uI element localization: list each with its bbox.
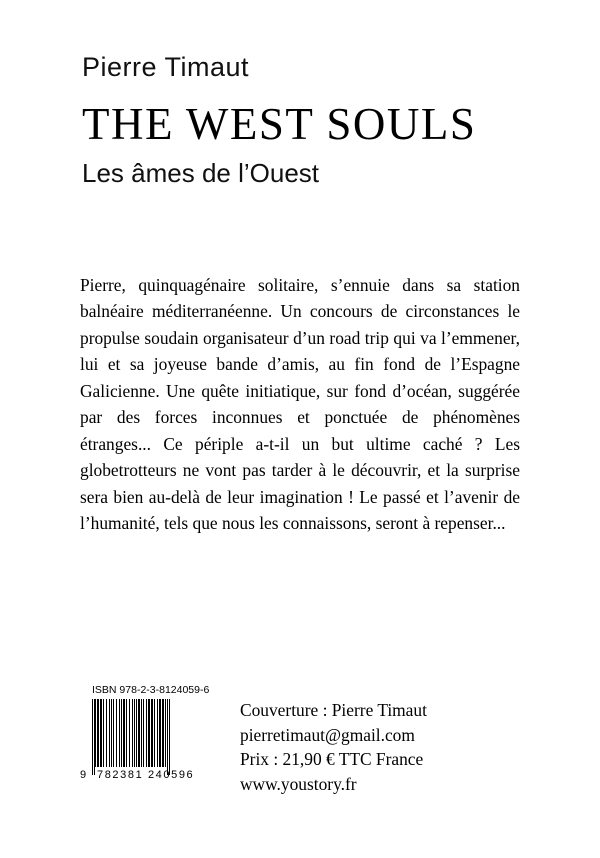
credits-line-price: Prix : 21,90 € TTC France — [240, 749, 424, 770]
barcode — [80, 699, 225, 787]
credits-line-website: www.youstory.fr — [240, 774, 357, 795]
credits-line-cover: Couverture : Pierre Timaut — [240, 700, 427, 720]
book-subtitle: Les âmes de l’Ouest — [82, 158, 320, 188]
barcode-digit-first: 9 — [80, 769, 88, 781]
barcode-bars — [92, 699, 217, 775]
isbn-label: ISBN 978-2-3-8124059-6 — [92, 684, 210, 696]
book-title: THE WEST SOULS — [82, 99, 477, 149]
footer-block — [80, 684, 530, 814]
barcode-block — [80, 684, 225, 787]
credits-line-email: pierretimaut@gmail.com — [240, 724, 415, 745]
barcode-digit-group: 782381 240596 — [97, 769, 195, 781]
author-name: Pierre Timaut — [82, 52, 250, 82]
back-cover-blurb: Pierre, quinquagénaire solitaire, s’ennuie dans sa station balnéaire méditerranéenne. Un concours de circonstances le propulse soudain organisateur d’un road trip qui va l’emmener, lui et sa joyeuse bande d’amis, au fin fond de l’Espagne Galicienne. Une quête initiatique, sur fond d’océan, suggérée par des forces inconnues et ponctuée de phénomènes étranges... Ce périple a-t-il un but ultime caché ? Les globetrotteurs ne vont pas tarder à le découvrir, et la surprise sera bien au-delà de leur imagination ! Le passé et l’avenir de l’humanité, tels que nous les connaissons, seront à repenser... — [80, 275, 520, 534]
credits-block — [240, 698, 427, 797]
